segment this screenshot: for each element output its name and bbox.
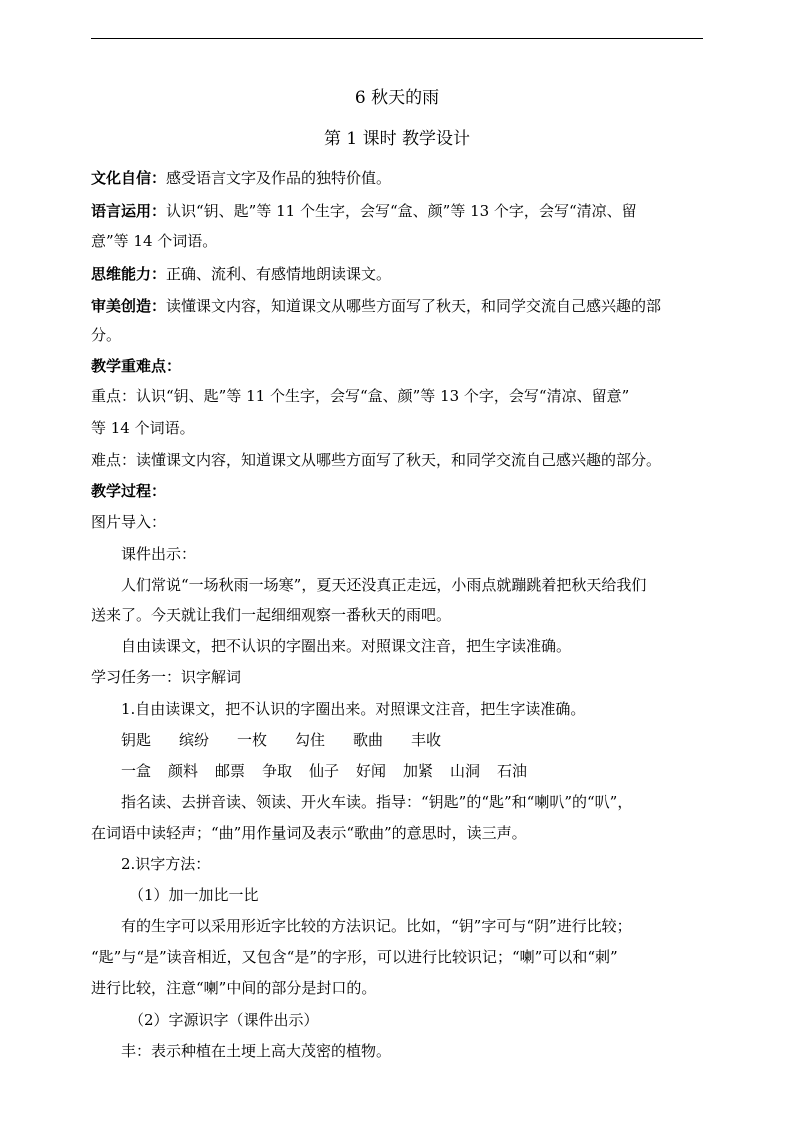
vocab-word: 山洞 — [450, 762, 481, 780]
courseware-label: 课件出示： — [121, 545, 197, 563]
vocab-row-1 — [121, 730, 703, 750]
goal-text-continued: 意”等 14 个词语。 — [91, 232, 218, 250]
vocab-word: 加紧 — [403, 762, 434, 780]
step-one: 1.自由读课文，把不认识的字圈出来。对照课文注音，把生字读准确。 — [121, 700, 586, 718]
key-points-heading: 教学重难点： — [91, 357, 182, 375]
goal-text: 认识“钥、匙”等 11 个生字，会写“盒、颜”等 13 个字，会写“清凉、留 — [166, 202, 637, 220]
process-heading: 教学过程： — [91, 482, 167, 500]
document-subtitle: 第 1 课时 教学设计 — [323, 129, 471, 149]
paragraph: 自由读课文，把不认识的字圈出来。对照课文注音，把生字读准确。 — [121, 637, 572, 655]
vocab-word: 仙子 — [309, 762, 340, 780]
goal-text-continued: 分。 — [91, 326, 122, 344]
focus-text: 重点：认识“钥、匙”等 11 个生字，会写“盒、颜”等 13 个字，会写“清凉、留意” — [91, 387, 630, 405]
goal-text: 读懂课文内容，知道课文从哪些方面写了秋天，和同学交流自己感兴趣的部 — [166, 297, 662, 315]
vocab-word: 缤纷 — [179, 731, 210, 749]
vocab-row-2 — [121, 761, 703, 781]
step-two: 2.识字方法： — [121, 855, 211, 873]
vocab-word: 石油 — [497, 762, 528, 780]
goal-culture — [91, 168, 703, 188]
paragraph-continued: 送来了。今天就让我们一起细细观察一番秋天的雨吧。 — [91, 606, 452, 624]
method-one-text-continued: “匙”与“是”读音相近，又包含“是”的字形，可以进行比较识记；“喇”可以和“刺” — [91, 948, 618, 966]
goal-aesthetic — [91, 296, 703, 316]
method-one-text: 有的生字可以采用形近字比较的方法识记。比如，“钥”字可与“阴”进行比较； — [121, 917, 632, 935]
goal-text: 感受语言文字及作品的独特价值。 — [166, 169, 392, 187]
task-heading: 学习任务一：识字解词 — [91, 668, 242, 686]
vocab-word: 丰收 — [411, 731, 442, 749]
vocab-word: 好闻 — [356, 762, 387, 780]
goal-label: 审美创造： — [91, 297, 167, 315]
focus-text-continued: 等 14 个词语。 — [91, 419, 195, 437]
goal-label: 文化自信： — [91, 169, 167, 187]
vocab-word: 争取 — [262, 762, 293, 780]
method-two-heading: （2）字源识字（课件出示） — [129, 1011, 319, 1029]
reading-guide-continued: 在词语中读轻声；“曲”用作量词及表示“歌曲”的意思时，读三声。 — [91, 824, 527, 842]
vocab-word: 歌曲 — [353, 731, 384, 749]
intro-label: 图片导入： — [91, 513, 167, 531]
document-title: 6 秋天的雨 — [354, 88, 440, 108]
reading-guide: 指名读、去拼音读、领读、开火车读。指导：“钥匙”的“匙”和“喇叭”的“叭”， — [121, 793, 633, 811]
goal-language — [91, 201, 703, 221]
paragraph: 人们常说“一场秋雨一场寒”，夏天还没真正走远，小雨点就蹦跳着把秋天给我们 — [121, 576, 647, 594]
goal-label: 语言运用： — [91, 202, 167, 220]
goal-text: 正确、流利、有感情地朗读课文。 — [166, 265, 392, 283]
vocab-word: 邮票 — [215, 762, 246, 780]
goal-thinking — [91, 264, 703, 284]
vocab-word: 一盒 — [121, 762, 152, 780]
method-one-text-continued: 进行比较，注意“喇”中间的部分是封口的。 — [91, 979, 377, 997]
goal-label: 思维能力： — [91, 265, 167, 283]
vocab-word: 一枚 — [237, 731, 268, 749]
vocab-word: 钥匙 — [121, 731, 152, 749]
method-two-text: 丰：表示种植在土埂上高大茂密的植物。 — [121, 1042, 392, 1060]
vocab-word: 勾住 — [295, 731, 326, 749]
vocab-word: 颜料 — [168, 762, 199, 780]
difficulty-text: 难点：读懂课文内容，知道课文从哪些方面写了秋天，和同学交流自己感兴趣的部分。 — [91, 451, 662, 469]
method-one-heading: （1）加一加比一比 — [129, 886, 259, 904]
header-rule — [91, 38, 703, 39]
